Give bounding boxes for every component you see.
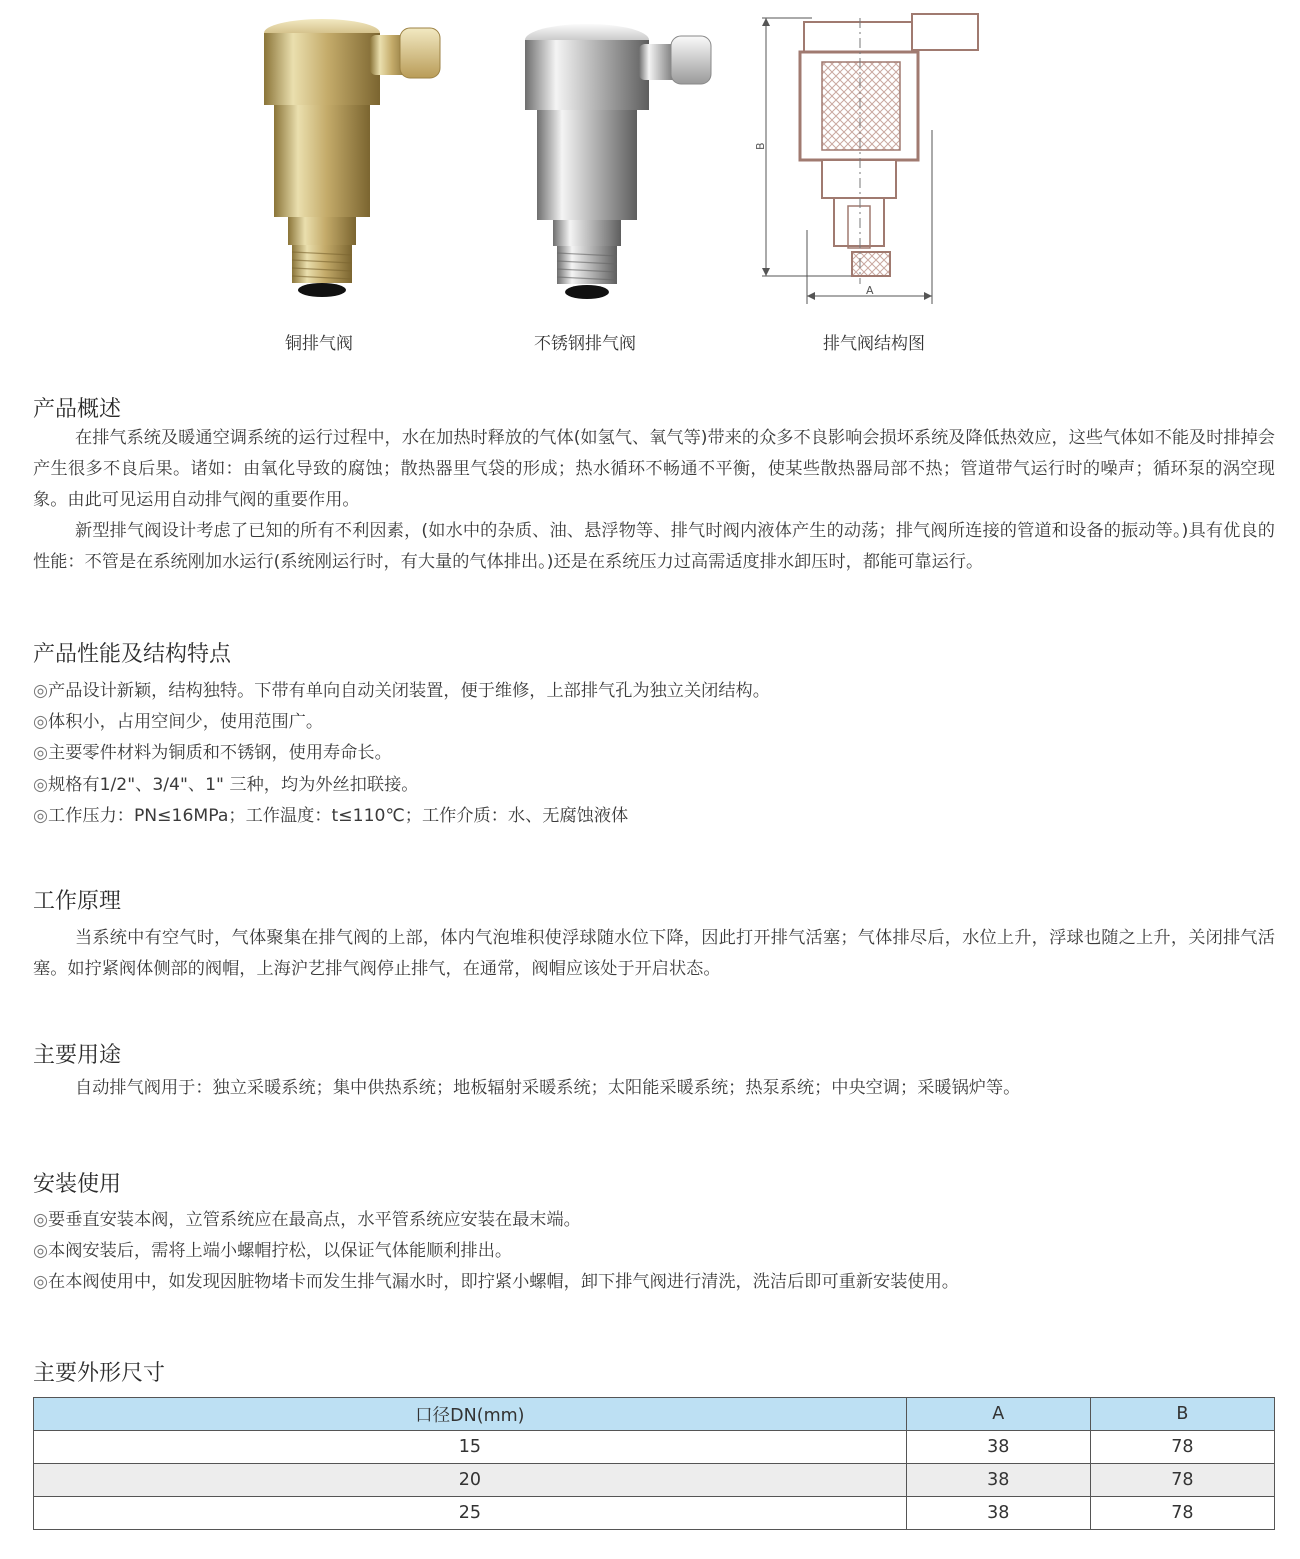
cell-a: 38	[906, 1431, 1090, 1464]
brass-valve-caption: 铜排气阀	[285, 334, 353, 354]
valve-structure-drawing	[752, 0, 992, 312]
bullet-icon: ◎	[33, 681, 48, 701]
features-list	[33, 676, 1273, 832]
install-item	[33, 1205, 1273, 1236]
feature-item	[33, 676, 1273, 707]
cell-a: 38	[906, 1464, 1090, 1497]
stainless-valve-image	[509, 0, 721, 310]
usage-title: 主要用途	[33, 1043, 122, 1068]
bullet-icon: ◎	[33, 1241, 48, 1262]
overview-paragraph-1: 在排气系统及暖通空调系统的运行过程中，水在加热时释放的气体(如氢气、氧气等)带来的众多不良影响会损坏系统及降低热效应，这些气体如不能及时排掉会产生很多不良后果。诸如：由氧化导致的腐蚀；散热器里气袋的形成；热水循环不畅通不平衡，使某些散热器局部不热；管道带气运行时的噪声；循环泵的涡空现象。由此可见运用自动排气阀的重要作用。	[33, 428, 1275, 511]
cell-a: 38	[906, 1497, 1090, 1530]
install-text: 本阀安装后，需将上端小螺帽拧松，以保证气体能顺利排出。	[48, 1241, 513, 1262]
feature-text: 体积小，占用空间少，使用范围广。	[48, 712, 324, 733]
header-cell-dn: 口径DN(mm)	[34, 1398, 907, 1431]
feature-item	[33, 738, 1273, 769]
principle-title: 工作原理	[33, 889, 122, 914]
stainless-valve-caption: 不锈钢排气阀	[534, 334, 636, 354]
cell-b: 78	[1090, 1497, 1274, 1530]
feature-text: 产品设计新颖，结构独特。下带有单向自动关闭装置，便于维修，上部排气孔为独立关闭结构。	[48, 681, 770, 701]
install-title: 安装使用	[33, 1172, 122, 1197]
feature-text: 规格有1/2"、3/4"、1" 三种，均为外丝扣联接。	[48, 774, 419, 795]
feature-item	[33, 801, 1273, 832]
bullet-icon: ◎	[33, 1210, 48, 1230]
brass-valve-image	[252, 0, 464, 310]
cell-b: 78	[1090, 1431, 1274, 1464]
stainless-valve-illustration	[509, 0, 721, 310]
usage-text: 自动排气阀用于：独立采暖系统；集中供热系统；地板辐射采暖系统；太阳能采暖系统；热泵系统；中央空调；采暖锅炉等。	[75, 1078, 1021, 1098]
cell-dn: 15	[34, 1431, 907, 1464]
cell-dn: 25	[34, 1497, 907, 1530]
bullet-icon: ◎	[33, 774, 48, 795]
install-item	[33, 1267, 1273, 1298]
feature-item	[33, 707, 1273, 738]
dimensions-title: 主要外形尺寸	[33, 1361, 166, 1386]
feature-text: 主要零件材料为铜质和不锈钢，使用寿命长。	[48, 743, 392, 764]
structure-drawing-caption: 排气阀结构图	[823, 334, 925, 354]
bullet-icon: ◎	[33, 712, 48, 733]
brass-valve-illustration	[252, 0, 464, 310]
features-title: 产品性能及结构特点	[33, 642, 232, 667]
table-row	[34, 1497, 1275, 1530]
install-text: 要垂直安装本阀，立管系统应在最高点，水平管系统应安装在最末端。	[48, 1210, 581, 1230]
dimensions-table	[33, 1397, 1275, 1530]
bullet-icon: ◎	[33, 1272, 48, 1293]
table-row	[34, 1464, 1275, 1497]
header-cell-a: A	[906, 1398, 1090, 1431]
header-cell-b: B	[1090, 1398, 1274, 1431]
feature-text: 工作压力：PN≤16MPa；工作温度：t≤110℃；工作介质：水、无腐蚀液体	[48, 805, 629, 826]
principle-text: 当系统中有空气时，气体聚集在排气阀的上部，体内气泡堆积使浮球随水位下降，因此打开排气活塞；气体排尽后，水位上升，浮球也随之上升，关闭排气活塞。如拧紧阀体侧部的阀帽，上海沪艺排气阀停止排气，在通常，阀帽应该处于开启状态。	[33, 928, 1275, 980]
feature-item	[33, 770, 1273, 801]
install-item	[33, 1236, 1273, 1267]
overview-paragraph-2: 新型排气阀设计考虑了已知的所有不利因素，(如水中的杂质、油、悬浮物等、排气时阀内液体产生的动荡；排气阀所连接的管道和设备的振动等。)具有优良的性能：不管是在系统刚加水运行(系统刚运行时，有大量的气体排出。)还是在系统压力过高需适度排水卸压时，都能可靠运行。	[33, 521, 1275, 573]
bullet-icon: ◎	[33, 805, 48, 826]
table-row	[34, 1431, 1275, 1464]
cell-dn: 20	[34, 1464, 907, 1497]
structure-diagram	[752, 0, 992, 312]
install-list	[33, 1205, 1273, 1299]
dimension-b-label: B	[754, 142, 767, 150]
overview-title: 产品概述	[33, 397, 122, 422]
cell-b: 78	[1090, 1464, 1274, 1497]
dimension-a-label: A	[866, 284, 874, 297]
install-text: 在本阀使用中，如发现因脏物堵卡而发生排气漏水时，即拧紧小螺帽，卸下排气阀进行清洗，洗洁后即可重新安装使用。	[48, 1272, 959, 1293]
table-header-row	[34, 1398, 1275, 1431]
bullet-icon: ◎	[33, 743, 48, 764]
